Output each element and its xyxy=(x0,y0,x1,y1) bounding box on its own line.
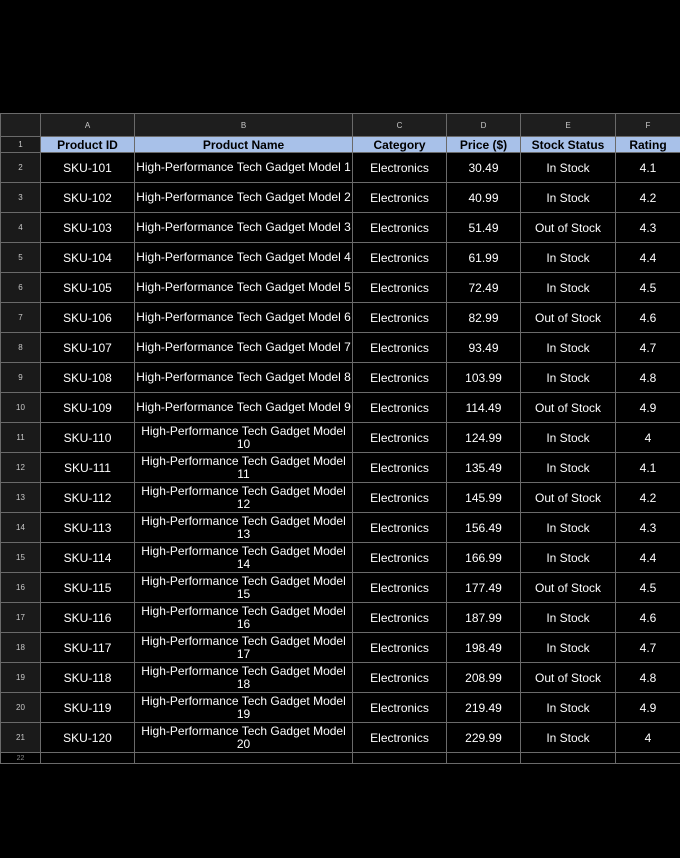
cell-rating[interactable]: 4.8 xyxy=(616,663,680,693)
cell-category[interactable]: Electronics xyxy=(353,393,447,423)
row-number[interactable]: 2 xyxy=(1,153,41,183)
cell-stock-status[interactable]: In Stock xyxy=(521,243,616,273)
table-row xyxy=(1,573,680,603)
row-number[interactable]: 19 xyxy=(1,663,41,693)
cell-stock-status[interactable]: In Stock xyxy=(521,603,616,633)
empty-cell[interactable] xyxy=(521,753,616,764)
cell-product-id[interactable]: SKU-117 xyxy=(41,633,135,663)
cell-product-name[interactable]: High-Performance Tech Gadget Model 10 xyxy=(135,423,353,453)
cell-stock-status[interactable]: In Stock xyxy=(521,693,616,723)
cell-rating[interactable]: 4.9 xyxy=(616,693,680,723)
row-number[interactable]: 14 xyxy=(1,513,41,543)
row-number[interactable]: 22 xyxy=(1,753,41,764)
row-number[interactable]: 9 xyxy=(1,363,41,393)
cell-rating[interactable]: 4.6 xyxy=(616,303,680,333)
cell-category[interactable]: Electronics xyxy=(353,303,447,333)
cell-price[interactable]: 30.49 xyxy=(447,153,521,183)
table-row xyxy=(1,363,680,393)
cell-rating[interactable]: 4.5 xyxy=(616,273,680,303)
cell-price[interactable]: 103.99 xyxy=(447,363,521,393)
table-row xyxy=(1,453,680,483)
cell-price[interactable]: 114.49 xyxy=(447,393,521,423)
cell-category[interactable]: Electronics xyxy=(353,423,447,453)
cell-price[interactable]: 72.49 xyxy=(447,273,521,303)
cell-stock-status[interactable]: Out of Stock xyxy=(521,483,616,513)
cell-rating[interactable]: 4.2 xyxy=(616,183,680,213)
header-cell-stock-status[interactable]: Stock Status xyxy=(521,137,616,153)
cell-category[interactable]: Electronics xyxy=(353,513,447,543)
cell-price[interactable]: 229.99 xyxy=(447,723,521,753)
cell-price[interactable]: 187.99 xyxy=(447,603,521,633)
column-header-row xyxy=(1,114,680,137)
cell-product-id[interactable]: SKU-110 xyxy=(41,423,135,453)
cell-product-id[interactable]: SKU-118 xyxy=(41,663,135,693)
cell-price[interactable]: 61.99 xyxy=(447,243,521,273)
cell-category[interactable]: Electronics xyxy=(353,723,447,753)
column-header-b[interactable]: B xyxy=(135,114,353,137)
cell-product-id[interactable]: SKU-114 xyxy=(41,543,135,573)
cell-product-id[interactable]: SKU-105 xyxy=(41,273,135,303)
cell-category[interactable]: Electronics xyxy=(353,153,447,183)
cell-price[interactable]: 93.49 xyxy=(447,333,521,363)
cell-price[interactable]: 166.99 xyxy=(447,543,521,573)
table-row xyxy=(1,273,680,303)
table-row xyxy=(1,543,680,573)
cell-stock-status[interactable]: In Stock xyxy=(521,363,616,393)
cell-product-id[interactable]: SKU-120 xyxy=(41,723,135,753)
cell-rating[interactable]: 4.3 xyxy=(616,513,680,543)
table-row xyxy=(1,183,680,213)
column-header-c[interactable]: C xyxy=(353,114,447,137)
cell-price[interactable]: 156.49 xyxy=(447,513,521,543)
cell-price[interactable]: 198.49 xyxy=(447,633,521,663)
cell-product-name[interactable]: High-Performance Tech Gadget Model 12 xyxy=(135,483,353,513)
table-row xyxy=(1,243,680,273)
cell-category[interactable]: Electronics xyxy=(353,573,447,603)
spreadsheet-grid xyxy=(0,113,680,770)
header-cell-rating[interactable]: Rating xyxy=(616,137,680,153)
column-header-e[interactable]: E xyxy=(521,114,616,137)
row-number[interactable]: 17 xyxy=(1,603,41,633)
cell-stock-status[interactable]: In Stock xyxy=(521,183,616,213)
header-cell-category[interactable]: Category xyxy=(353,137,447,153)
cell-product-name[interactable]: High-Performance Tech Gadget Model 6 xyxy=(135,303,353,333)
cell-category[interactable]: Electronics xyxy=(353,243,447,273)
row-number[interactable]: 11 xyxy=(1,423,41,453)
header-row xyxy=(1,137,680,153)
empty-cell[interactable] xyxy=(353,753,447,764)
cell-category[interactable]: Electronics xyxy=(353,183,447,213)
table-row xyxy=(1,723,680,753)
empty-cell[interactable] xyxy=(447,753,521,764)
cell-stock-status[interactable]: In Stock xyxy=(521,543,616,573)
table-row xyxy=(1,633,680,663)
row-number[interactable]: 7 xyxy=(1,303,41,333)
cell-product-id[interactable]: SKU-103 xyxy=(41,213,135,243)
cell-price[interactable]: 177.49 xyxy=(447,573,521,603)
row-number[interactable]: 16 xyxy=(1,573,41,603)
table-row xyxy=(1,423,680,453)
column-header-d[interactable]: D xyxy=(447,114,521,137)
empty-cell[interactable] xyxy=(616,753,680,764)
cell-product-name[interactable]: High-Performance Tech Gadget Model 19 xyxy=(135,693,353,723)
cell-stock-status[interactable]: In Stock xyxy=(521,153,616,183)
cell-product-id[interactable]: SKU-102 xyxy=(41,183,135,213)
row-number[interactable]: 8 xyxy=(1,333,41,363)
column-header-a[interactable]: A xyxy=(41,114,135,137)
table-row xyxy=(1,213,680,243)
row-number[interactable]: 5 xyxy=(1,243,41,273)
cell-rating[interactable]: 4.4 xyxy=(616,243,680,273)
cell-rating[interactable]: 4.7 xyxy=(616,633,680,663)
table-row xyxy=(1,663,680,693)
cell-product-id[interactable]: SKU-107 xyxy=(41,333,135,363)
cell-rating[interactable]: 4.9 xyxy=(616,393,680,423)
cell-product-name[interactable]: High-Performance Tech Gadget Model 17 xyxy=(135,633,353,663)
cell-price[interactable]: 135.49 xyxy=(447,453,521,483)
table-row xyxy=(1,153,680,183)
table-row xyxy=(1,693,680,723)
row-number[interactable]: 1 xyxy=(1,137,41,153)
cell-category[interactable]: Electronics xyxy=(353,483,447,513)
cell-product-name[interactable]: High-Performance Tech Gadget Model 9 xyxy=(135,393,353,423)
row-number[interactable]: 6 xyxy=(1,273,41,303)
cell-stock-status[interactable]: In Stock xyxy=(521,273,616,303)
cell-category[interactable]: Electronics xyxy=(353,273,447,303)
cell-product-id[interactable]: SKU-112 xyxy=(41,483,135,513)
cell-product-name[interactable]: High-Performance Tech Gadget Model 18 xyxy=(135,663,353,693)
cell-product-name[interactable]: High-Performance Tech Gadget Model 7 xyxy=(135,333,353,363)
cell-product-name[interactable]: High-Performance Tech Gadget Model 1 xyxy=(135,153,353,183)
cell-category[interactable]: Electronics xyxy=(353,633,447,663)
cell-product-name[interactable]: High-Performance Tech Gadget Model 14 xyxy=(135,543,353,573)
cell-rating[interactable]: 4.5 xyxy=(616,573,680,603)
cell-product-name[interactable]: High-Performance Tech Gadget Model 13 xyxy=(135,513,353,543)
header-cell-product-id[interactable]: Product ID xyxy=(41,137,135,153)
cell-price[interactable]: 208.99 xyxy=(447,663,521,693)
cell-product-name[interactable]: High-Performance Tech Gadget Model 15 xyxy=(135,573,353,603)
header-cell-price[interactable]: Price ($) xyxy=(447,137,521,153)
table-row xyxy=(1,303,680,333)
cell-product-id[interactable]: SKU-104 xyxy=(41,243,135,273)
table-row xyxy=(1,333,680,363)
row-number[interactable]: 10 xyxy=(1,393,41,423)
table-row xyxy=(1,603,680,633)
cell-category[interactable]: Electronics xyxy=(353,693,447,723)
cell-rating[interactable]: 4 xyxy=(616,723,680,753)
cell-product-name[interactable]: High-Performance Tech Gadget Model 2 xyxy=(135,183,353,213)
cell-price[interactable]: 40.99 xyxy=(447,183,521,213)
cell-stock-status[interactable]: Out of Stock xyxy=(521,303,616,333)
cell-category[interactable]: Electronics xyxy=(353,603,447,633)
cell-product-name[interactable]: High-Performance Tech Gadget Model 16 xyxy=(135,603,353,633)
cell-category[interactable]: Electronics xyxy=(353,363,447,393)
row-number[interactable]: 20 xyxy=(1,693,41,723)
header-cell-product-name[interactable]: Product Name xyxy=(135,137,353,153)
cell-stock-status[interactable]: Out of Stock xyxy=(521,573,616,603)
cell-price[interactable]: 51.49 xyxy=(447,213,521,243)
cell-price[interactable]: 219.49 xyxy=(447,693,521,723)
cell-product-name[interactable]: High-Performance Tech Gadget Model 11 xyxy=(135,453,353,483)
cell-product-name[interactable]: High-Performance Tech Gadget Model 5 xyxy=(135,273,353,303)
cell-price[interactable]: 82.99 xyxy=(447,303,521,333)
row-number[interactable]: 4 xyxy=(1,213,41,243)
cell-stock-status[interactable]: In Stock xyxy=(521,423,616,453)
cell-stock-status[interactable]: In Stock xyxy=(521,633,616,663)
table-row xyxy=(1,393,680,423)
cell-product-id[interactable]: SKU-113 xyxy=(41,513,135,543)
cell-rating[interactable]: 4.1 xyxy=(616,153,680,183)
cell-rating[interactable]: 4.8 xyxy=(616,363,680,393)
table-row xyxy=(1,513,680,543)
cell-category[interactable]: Electronics xyxy=(353,663,447,693)
select-all-corner[interactable] xyxy=(1,114,41,137)
cell-stock-status[interactable]: Out of Stock xyxy=(521,393,616,423)
cell-rating[interactable]: 4 xyxy=(616,423,680,453)
row-number[interactable]: 3 xyxy=(1,183,41,213)
cell-category[interactable]: Electronics xyxy=(353,543,447,573)
cell-product-id[interactable]: SKU-115 xyxy=(41,573,135,603)
cell-rating[interactable]: 4.6 xyxy=(616,603,680,633)
cell-rating[interactable]: 4.1 xyxy=(616,453,680,483)
row-number[interactable]: 15 xyxy=(1,543,41,573)
row-number[interactable]: 18 xyxy=(1,633,41,663)
cell-product-id[interactable]: SKU-108 xyxy=(41,363,135,393)
table-row-partial xyxy=(1,753,680,764)
cell-price[interactable]: 145.99 xyxy=(447,483,521,513)
cell-product-id[interactable]: SKU-111 xyxy=(41,453,135,483)
empty-cell[interactable] xyxy=(41,753,135,764)
cell-category[interactable]: Electronics xyxy=(353,213,447,243)
cell-category[interactable]: Electronics xyxy=(353,333,447,363)
cell-product-name[interactable]: High-Performance Tech Gadget Model 8 xyxy=(135,363,353,393)
cell-stock-status[interactable]: In Stock xyxy=(521,723,616,753)
cell-stock-status[interactable]: Out of Stock xyxy=(521,663,616,693)
cell-product-name[interactable]: High-Performance Tech Gadget Model 4 xyxy=(135,243,353,273)
cell-product-name[interactable]: High-Performance Tech Gadget Model 20 xyxy=(135,723,353,753)
table-row xyxy=(1,483,680,513)
cell-price[interactable]: 124.99 xyxy=(447,423,521,453)
row-number[interactable]: 21 xyxy=(1,723,41,753)
cell-product-id[interactable]: SKU-101 xyxy=(41,153,135,183)
cell-rating[interactable]: 4.3 xyxy=(616,213,680,243)
data-table xyxy=(0,113,680,764)
cell-stock-status[interactable]: In Stock xyxy=(521,333,616,363)
column-header-f[interactable]: F xyxy=(616,114,680,137)
cell-category[interactable]: Electronics xyxy=(353,453,447,483)
row-number[interactable]: 13 xyxy=(1,483,41,513)
cell-stock-status[interactable]: Out of Stock xyxy=(521,213,616,243)
cell-rating[interactable]: 4.7 xyxy=(616,333,680,363)
cell-product-name[interactable]: High-Performance Tech Gadget Model 3 xyxy=(135,213,353,243)
row-number[interactable]: 12 xyxy=(1,453,41,483)
cell-stock-status[interactable]: In Stock xyxy=(521,453,616,483)
cell-rating[interactable]: 4.4 xyxy=(616,543,680,573)
cell-product-id[interactable]: SKU-106 xyxy=(41,303,135,333)
cell-product-id[interactable]: SKU-116 xyxy=(41,603,135,633)
empty-cell[interactable] xyxy=(135,753,353,764)
cell-stock-status[interactable]: In Stock xyxy=(521,513,616,543)
cell-product-id[interactable]: SKU-109 xyxy=(41,393,135,423)
cell-product-id[interactable]: SKU-119 xyxy=(41,693,135,723)
cell-rating[interactable]: 4.2 xyxy=(616,483,680,513)
